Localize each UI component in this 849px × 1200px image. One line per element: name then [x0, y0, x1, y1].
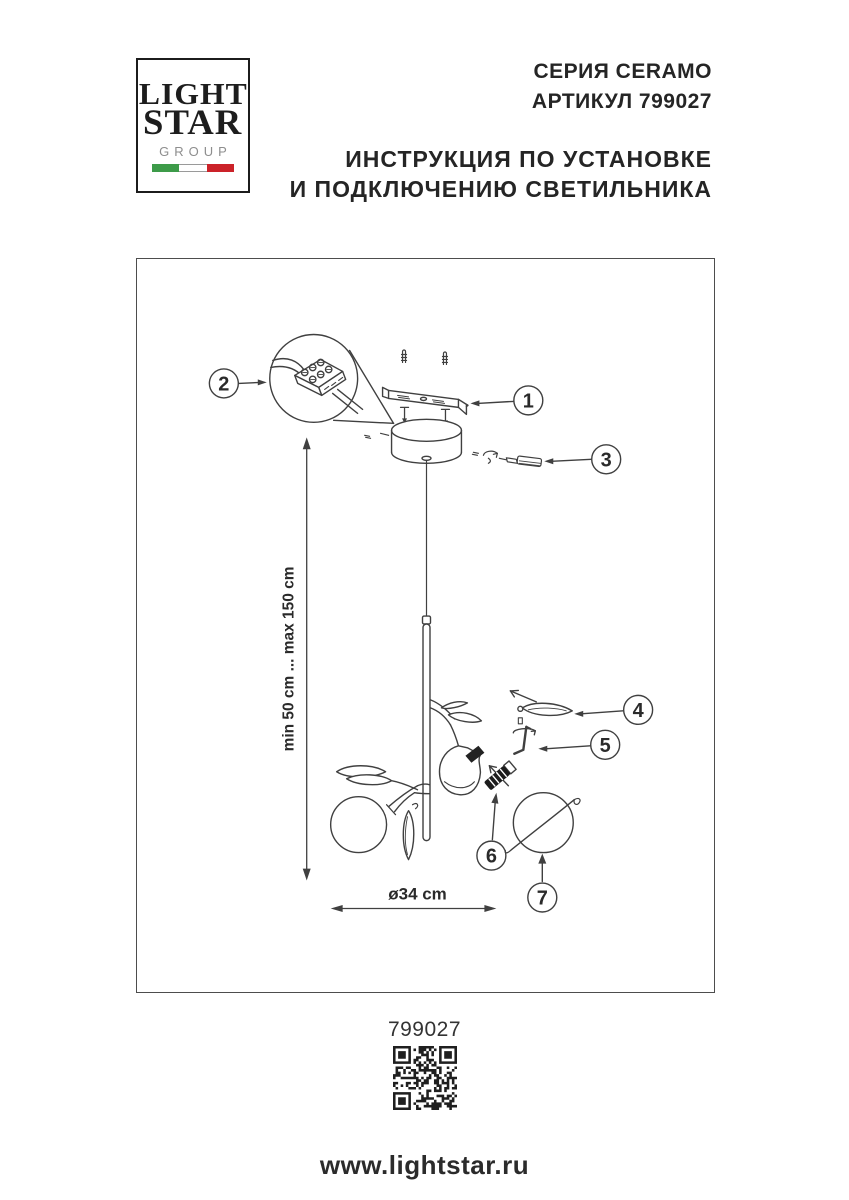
- callout-7: [528, 854, 557, 912]
- svg-text:6: 6: [485, 845, 497, 868]
- logo-star-text: STAR: [143, 102, 243, 143]
- led-module: [484, 761, 516, 791]
- callout-3: [544, 445, 620, 474]
- svg-text:min 50 cm ... max 150 cm: min 50 cm ... max 150 cm: [280, 566, 298, 752]
- flag-green-segment: [152, 164, 179, 172]
- document-header: [290, 57, 712, 204]
- callout-2: [209, 369, 266, 398]
- svg-text:ø34 cm: ø34 cm: [388, 884, 447, 904]
- dimension-vertical: [281, 437, 311, 880]
- ceiling-canopy: [365, 419, 462, 463]
- pendant-rod: [423, 616, 431, 841]
- globe-shade-branch: [331, 766, 430, 860]
- svg-text:1: 1: [522, 390, 534, 413]
- leaf-component: [510, 690, 572, 723]
- svg-text:7: 7: [536, 887, 548, 910]
- series-label: СЕРИЯ CERAMO: [533, 60, 712, 83]
- flag-white-segment: [179, 164, 206, 172]
- svg-text:5: 5: [599, 734, 611, 757]
- footer-article-number: 799027: [387, 1018, 462, 1041]
- glass-sphere: [505, 793, 580, 853]
- italy-flag-bar: [152, 164, 234, 172]
- instruction-title-line1: ИНСТРУКЦИЯ ПО УСТАНОВКЕ: [345, 146, 712, 172]
- article-label: АРТИКУЛ 799027: [531, 90, 712, 113]
- instruction-title-line2: И ПОДКЛЮЧЕНИЮ СВЕТИЛЬНИКА: [289, 176, 712, 202]
- installation-diagram-panel: [136, 258, 715, 993]
- svg-text:4: 4: [632, 699, 644, 722]
- tulip-shade-branch: [430, 700, 484, 795]
- wall-anchor-icons: [402, 350, 448, 364]
- callout-1: [470, 386, 542, 415]
- svg-text:2: 2: [218, 373, 230, 396]
- logo-group-text: GROUP: [159, 143, 232, 159]
- callout-6: [477, 793, 506, 870]
- allen-key-icon: [513, 727, 535, 754]
- screwdriver-icon: [472, 451, 541, 467]
- callout-4: [574, 695, 652, 724]
- mounting-bracket: [383, 387, 468, 414]
- flag-red-segment: [207, 164, 234, 172]
- dimension-diameter: [331, 885, 497, 912]
- technical-drawing: [137, 259, 716, 994]
- brand-logo: [136, 58, 250, 193]
- website-url: www.lightstar.ru: [319, 1150, 530, 1180]
- qr-code: [393, 1046, 457, 1110]
- logo-light-text: LIGHT: [138, 76, 248, 111]
- callout-5: [538, 730, 619, 759]
- svg-text:3: 3: [600, 449, 612, 472]
- terminal-block-detail: [270, 335, 394, 424]
